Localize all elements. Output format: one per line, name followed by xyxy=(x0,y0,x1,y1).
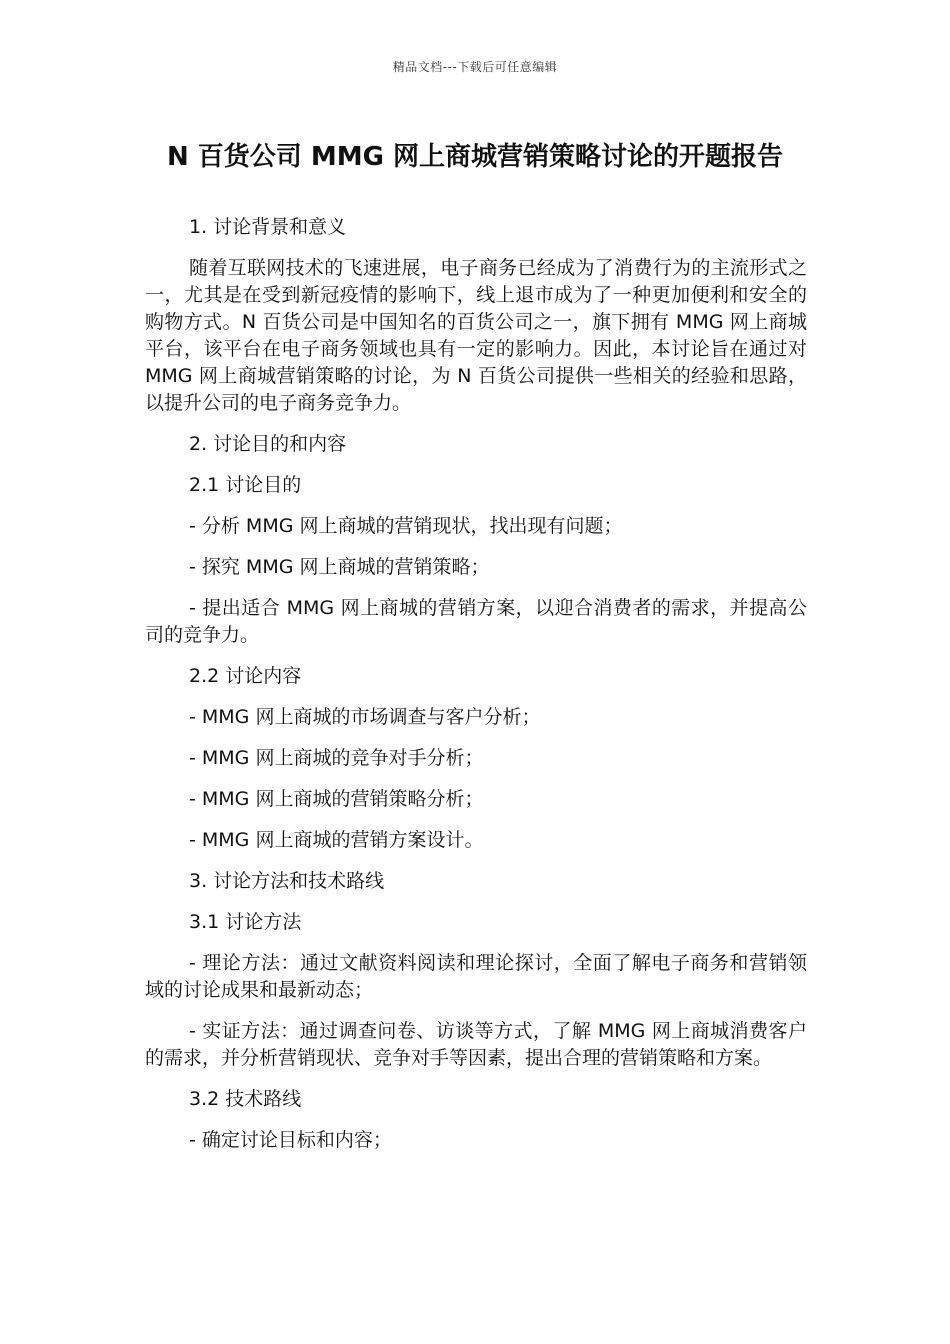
list-item: - MMG 网上商城的营销策略分析； xyxy=(189,788,484,810)
subsection-heading: 3.1 讨论方法 xyxy=(189,911,302,933)
section-heading: 2. 讨论目的和内容 xyxy=(189,433,347,455)
list-item: - 分析 MMG 网上商城的营销现状，找出现有问题； xyxy=(189,515,623,537)
list-item: - 提出适合 MMG 网上商城的营销方案，以迎合消费者的需求，并提高公司的竞争力。 xyxy=(145,597,807,646)
list-item: - 探究 MMG 网上商城的营销策略； xyxy=(189,556,490,578)
section-heading: 3. 讨论方法和技术路线 xyxy=(189,870,385,892)
document-title: N 百货公司 MMG 网上商城营销策略讨论的开题报告 xyxy=(166,142,783,172)
subsection-heading: 2.1 讨论目的 xyxy=(189,474,302,496)
document-body xyxy=(145,214,807,1168)
list-item: - 实证方法：通过调查问卷、访谈等方式，了解 MMG 网上商城消费客户的需求，并分析营销现状、竞争对手等因素，提出合理的营销策略和方案。 xyxy=(145,1020,807,1069)
body-paragraph: 随着互联网技术的飞速进展，电子商务已经成为了消费行为的主流形式之一，尤其是在受到新冠疫情的影响下，线上退市成为了一种更加便利和安全的购物方式。N 百货公司是中国知名的百货公司之一，旗下拥有 MMG 网上商城平台，该平台在电子商务领域也具有一定的影响力。因此，本讨论旨在通过对 MMG 网上商城营销策略的讨论，为 N 百货公司提供一些相关的经验和思路，以提升公司的电子商务竞争力。 xyxy=(145,257,807,414)
list-item: - 理论方法：通过文献资料阅读和理论探讨，全面了解电子商务和营销领域的讨论成果和最新动态； xyxy=(145,952,807,1001)
subsection-heading: 3.2 技术路线 xyxy=(189,1088,302,1110)
page-header-note: 精品文档---下载后可任意编辑 xyxy=(392,60,558,74)
list-item: - MMG 网上商城的市场调查与客户分析； xyxy=(189,706,541,728)
list-item: - 确定讨论目标和内容； xyxy=(189,1129,392,1151)
list-item: - MMG 网上商城的营销方案设计。 xyxy=(189,829,484,851)
subsection-heading: 2.2 讨论内容 xyxy=(189,665,302,687)
list-item: - MMG 网上商城的竞争对手分析； xyxy=(189,747,484,769)
section-heading: 1. 讨论背景和意义 xyxy=(189,216,347,238)
